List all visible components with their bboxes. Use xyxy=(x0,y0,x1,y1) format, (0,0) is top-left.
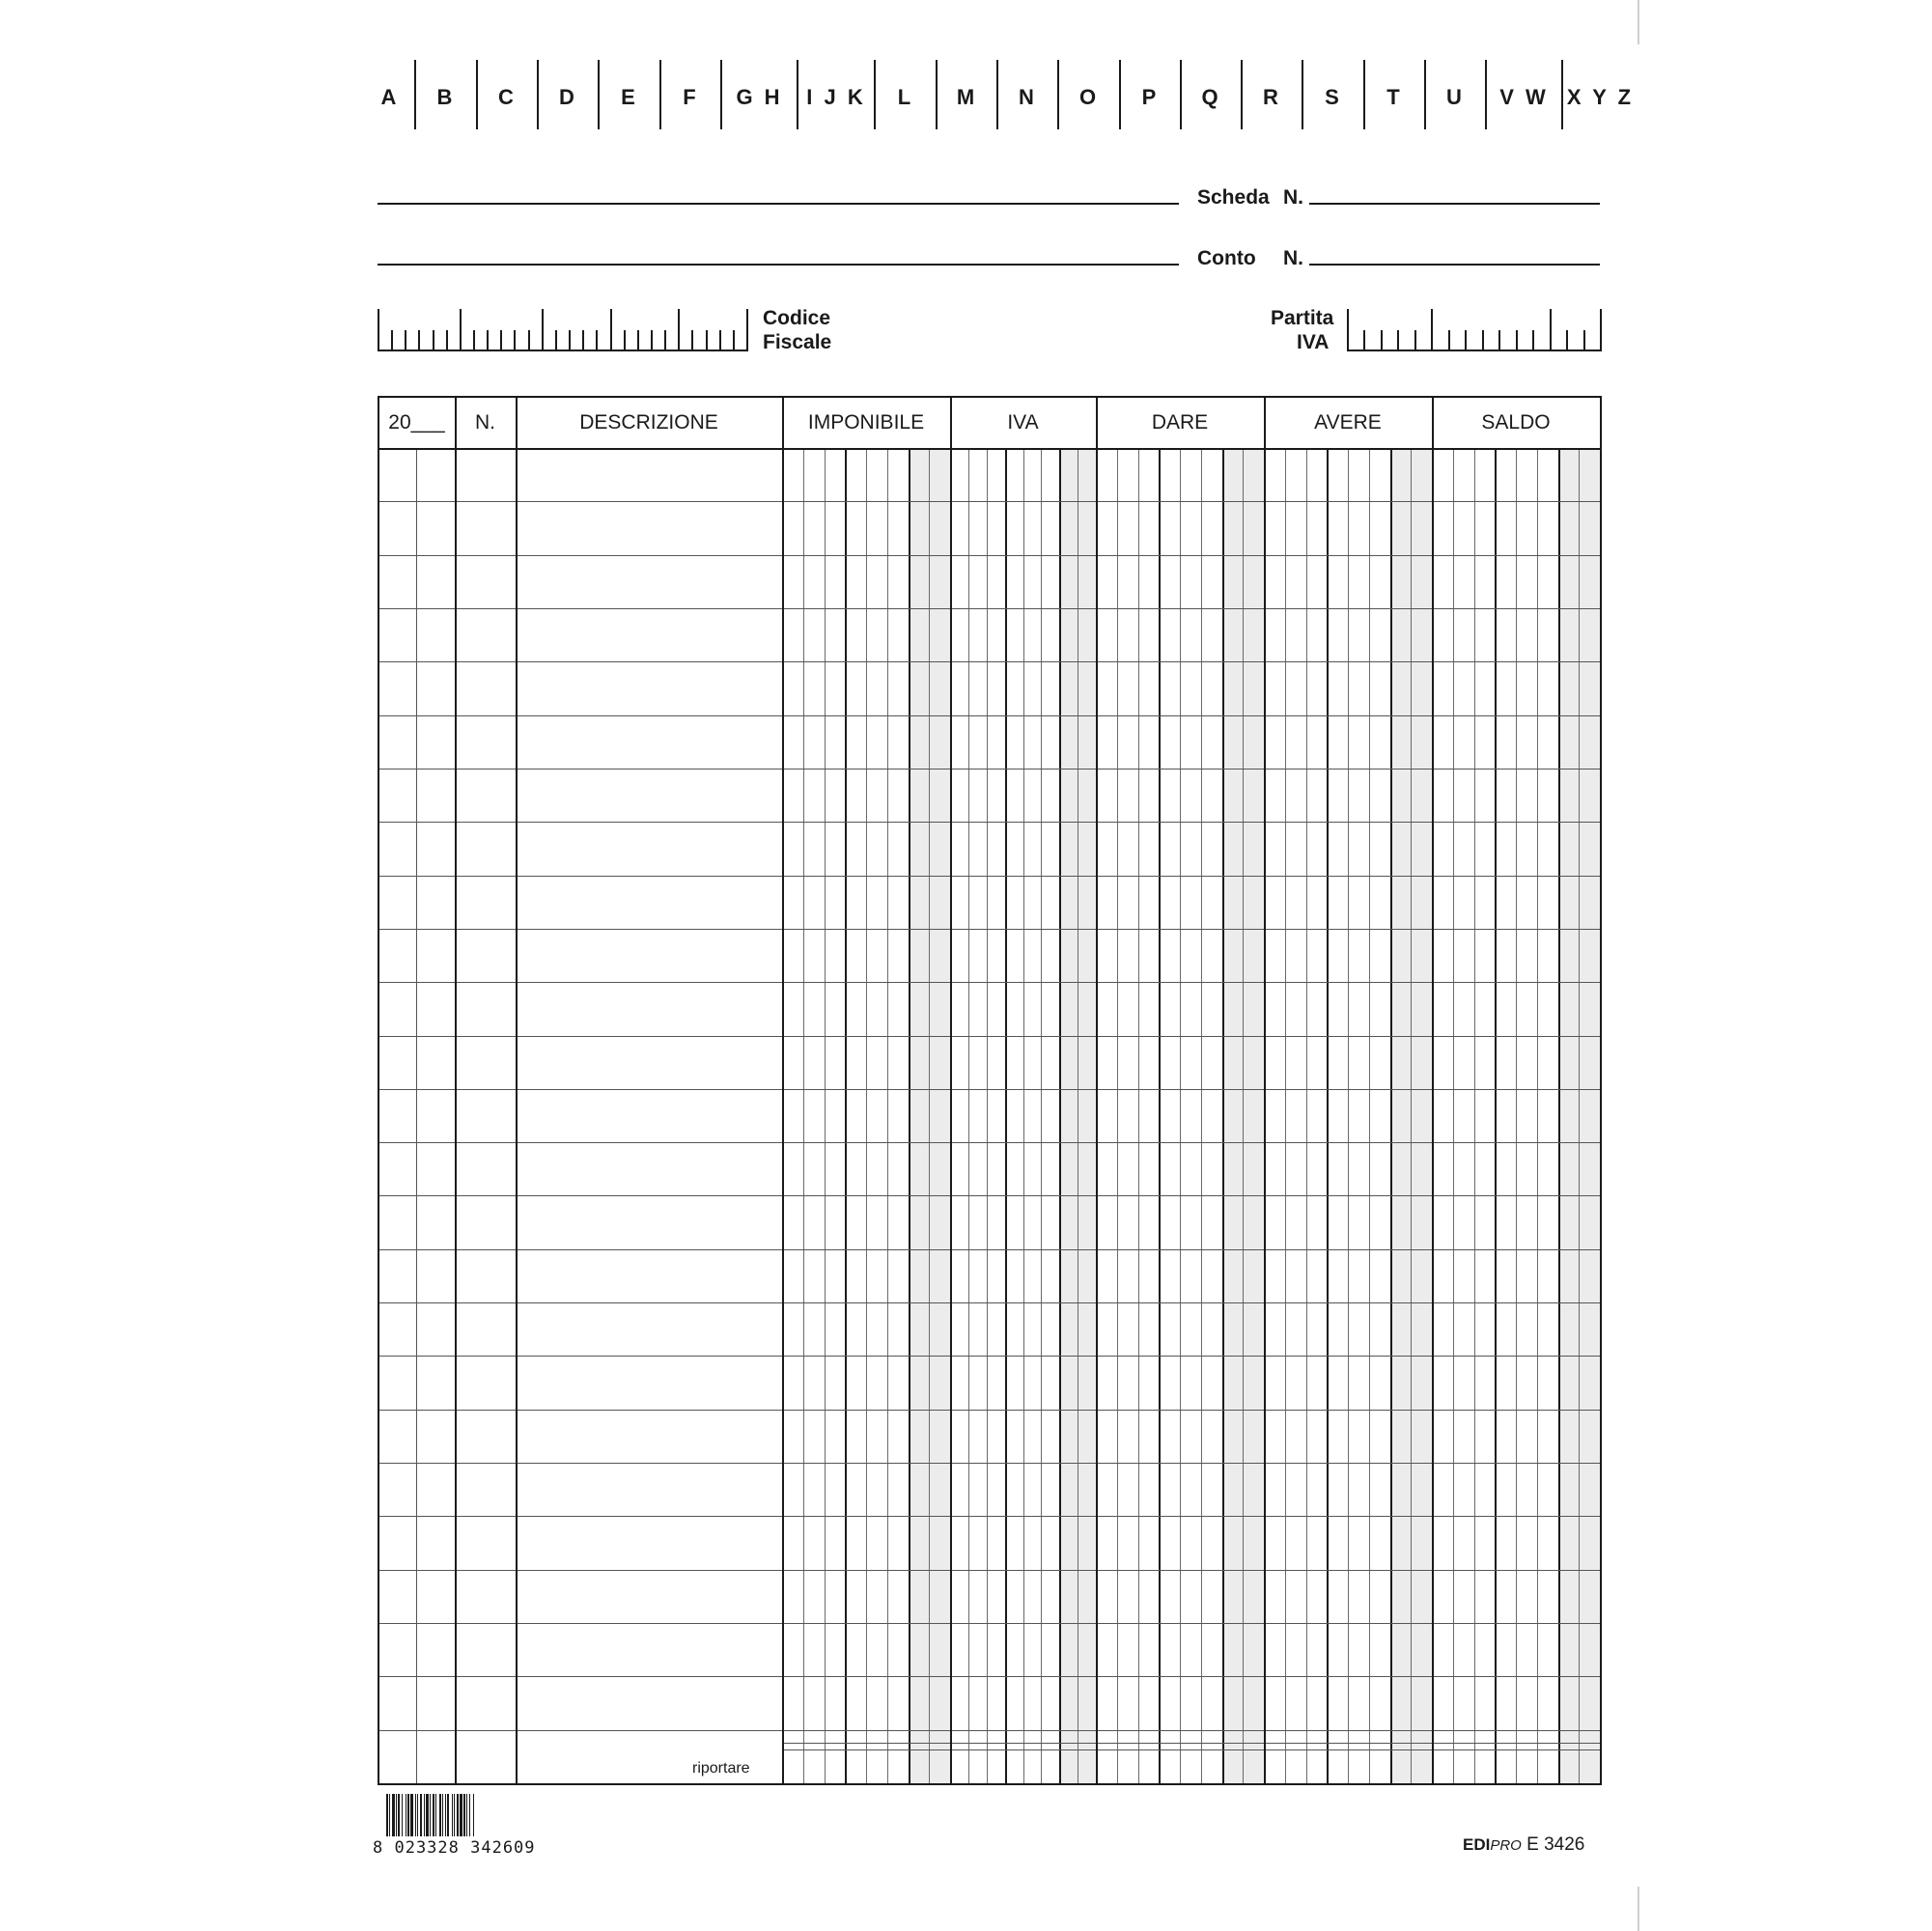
barcode-bar xyxy=(466,1794,467,1836)
table-border-top xyxy=(378,396,1602,398)
alphabet-tab-c[interactable]: C xyxy=(498,85,517,109)
alphabet-tab-t[interactable]: T xyxy=(1386,85,1403,109)
barcode-bar xyxy=(415,1794,416,1836)
barcode-bar xyxy=(420,1794,422,1836)
table-row-line xyxy=(378,929,1600,930)
conto-n-label: N. xyxy=(1283,247,1303,269)
barcode-bar xyxy=(410,1794,413,1836)
barcode-bar xyxy=(398,1794,400,1836)
alphabet-tab-f[interactable]: F xyxy=(683,85,699,109)
digit-separator xyxy=(887,448,888,1783)
digit-separator xyxy=(987,448,988,1783)
year-day-separator xyxy=(416,448,417,1783)
column-header-number: N. xyxy=(475,411,495,434)
digit-separator xyxy=(1159,448,1161,1783)
digit-separator xyxy=(909,448,910,1783)
digit-separator xyxy=(1306,448,1307,1783)
digit-separator xyxy=(929,448,930,1783)
column-border xyxy=(516,396,518,1783)
table-row-line xyxy=(378,822,1600,823)
alphabet-tab-n[interactable]: N xyxy=(1019,85,1037,109)
column-border xyxy=(782,396,784,1783)
codice-fiscale-label-line1: Codice xyxy=(763,307,831,329)
table-row-line xyxy=(378,1142,1600,1143)
column-border xyxy=(1096,396,1098,1783)
barcode-bar xyxy=(454,1794,455,1836)
brand-pro: PRO xyxy=(1490,1837,1522,1854)
barcode-bar xyxy=(386,1794,388,1836)
alphabet-tab-ijk[interactable]: I J K xyxy=(806,85,866,109)
barcode-bar xyxy=(402,1794,403,1836)
column-header-dare: DARE xyxy=(1151,411,1209,434)
alphabet-tab-gh[interactable]: G H xyxy=(736,85,783,109)
digit-separator xyxy=(1453,448,1454,1783)
brand-logo xyxy=(1463,1834,1584,1856)
table-row-line xyxy=(378,1463,1600,1464)
barcode xyxy=(386,1794,523,1836)
barcode-bar xyxy=(417,1794,418,1836)
table-row-line xyxy=(378,1302,1600,1303)
barcode-bar xyxy=(460,1794,462,1836)
barcode-bar xyxy=(407,1794,409,1836)
digit-separator xyxy=(845,448,847,1783)
column-header-saldo: SALDO xyxy=(1481,411,1551,434)
table-row-line xyxy=(378,1089,1600,1090)
column-border xyxy=(455,396,457,1783)
product-code: E 3426 xyxy=(1526,1834,1585,1855)
alphabet-tab-xyz[interactable]: X Y Z xyxy=(1566,85,1635,109)
digit-separator xyxy=(1041,448,1042,1783)
barcode-bar xyxy=(469,1794,470,1836)
column-header-iva: IVA xyxy=(1007,411,1039,434)
column-header-year: 20___ xyxy=(388,411,445,434)
barcode-bar xyxy=(426,1794,429,1836)
table-row-line xyxy=(378,1676,1600,1677)
alphabet-tab-d[interactable]: D xyxy=(559,85,577,109)
barcode-bar xyxy=(473,1794,474,1836)
alphabet-tab-vw[interactable]: V W xyxy=(1499,85,1549,109)
codice-fiscale-label-line2: Fiscale xyxy=(763,331,832,353)
table-row-line xyxy=(378,1410,1600,1411)
table-border-bottom xyxy=(378,1783,1602,1785)
digit-separator xyxy=(1369,448,1370,1783)
table-border-left xyxy=(378,396,379,1785)
table-row-line xyxy=(378,1570,1600,1571)
digit-separator xyxy=(1285,448,1286,1783)
digit-separator xyxy=(1558,448,1560,1783)
digit-separator xyxy=(1579,448,1580,1783)
table-border-right xyxy=(1600,396,1602,1785)
table-row-line xyxy=(378,1730,1600,1731)
alphabet-tab-e[interactable]: E xyxy=(621,85,638,109)
column-header-description: DESCRIZIONE xyxy=(579,411,718,434)
digit-separator xyxy=(1117,448,1118,1783)
partita-iva-label-line1: Partita xyxy=(1271,307,1334,329)
table-row-line xyxy=(378,1195,1600,1196)
barcode-bar xyxy=(392,1794,395,1836)
total-strip-line xyxy=(782,1743,1600,1744)
barcode-bar xyxy=(447,1794,449,1836)
table-row-line xyxy=(378,1249,1600,1250)
table-header-rule xyxy=(378,448,1602,450)
alphabet-tab-p[interactable]: P xyxy=(1141,85,1160,109)
digit-separator xyxy=(1495,448,1497,1783)
column-border xyxy=(1264,396,1266,1783)
column-border xyxy=(1432,396,1434,1783)
digit-separator xyxy=(1474,448,1475,1783)
scheda-label: Scheda xyxy=(1197,186,1270,209)
digit-separator xyxy=(1348,448,1349,1783)
table-row-line xyxy=(378,1516,1600,1517)
barcode-bar xyxy=(452,1794,453,1836)
partita-iva-label-line2: IVA xyxy=(1297,331,1330,353)
digit-separator xyxy=(1327,448,1329,1783)
digit-separator xyxy=(1411,448,1412,1783)
barcode-bar xyxy=(433,1794,434,1836)
digit-separator xyxy=(1059,448,1061,1783)
digit-separator xyxy=(1138,448,1139,1783)
digit-separator xyxy=(1243,448,1244,1783)
barcode-number: 8 023328 342609 xyxy=(373,1838,536,1858)
table-row-line xyxy=(378,982,1600,983)
barcode-bar xyxy=(445,1794,446,1836)
alphabet-tab-l[interactable]: L xyxy=(897,85,914,109)
barcode-bar xyxy=(457,1794,459,1836)
table-row-line xyxy=(378,769,1600,770)
barcode-bar xyxy=(463,1794,465,1836)
conto-label: Conto xyxy=(1197,247,1256,269)
digit-separator xyxy=(1023,448,1024,1783)
digit-separator xyxy=(1537,448,1538,1783)
table-row-line xyxy=(378,501,1600,502)
alphabet-tab-o[interactable]: O xyxy=(1078,85,1100,109)
table-row-line xyxy=(378,608,1600,609)
alphabet-tab-b[interactable]: B xyxy=(436,85,456,109)
digit-separator xyxy=(1516,448,1517,1783)
digit-separator xyxy=(825,448,826,1783)
barcode-bar xyxy=(396,1794,397,1836)
column-header-avere: AVERE xyxy=(1314,411,1382,434)
table-row-line xyxy=(378,876,1600,877)
alphabet-tab-r[interactable]: R xyxy=(1263,85,1281,109)
column-header-imponibile: IMPONIBILE xyxy=(807,411,925,434)
table-row-line xyxy=(378,555,1600,556)
table-row-line xyxy=(378,1036,1600,1037)
carry-forward-label: riportare xyxy=(692,1760,750,1777)
table-row-line xyxy=(378,1623,1600,1624)
barcode-bar xyxy=(439,1794,441,1836)
digit-separator xyxy=(1390,448,1392,1783)
barcode-bar xyxy=(435,1794,436,1836)
digit-separator xyxy=(968,448,969,1783)
alphabet-tab-s[interactable]: S xyxy=(1325,85,1342,109)
scheda-n-label: N. xyxy=(1283,186,1303,209)
alphabet-tab-q[interactable]: Q xyxy=(1201,85,1221,109)
digit-separator xyxy=(1201,448,1202,1783)
total-strip-line xyxy=(782,1749,1600,1750)
brand-edi: EDI xyxy=(1463,1835,1491,1854)
digit-separator xyxy=(1005,448,1007,1783)
digit-separator xyxy=(1180,448,1181,1783)
alphabet-tab-m[interactable]: M xyxy=(956,85,978,109)
table-row-line xyxy=(378,715,1600,716)
digit-separator xyxy=(1222,448,1224,1783)
alphabet-tab-a[interactable]: A xyxy=(380,85,400,109)
alphabet-tab-u[interactable]: U xyxy=(1446,85,1465,109)
column-border xyxy=(950,396,952,1783)
digit-separator xyxy=(866,448,867,1783)
digit-separator xyxy=(803,448,804,1783)
table-row-line xyxy=(378,1356,1600,1357)
barcode-bar xyxy=(389,1794,390,1836)
barcode-bar xyxy=(424,1794,425,1836)
barcode-bar xyxy=(442,1794,443,1836)
table-row-line xyxy=(378,661,1600,662)
barcode-bar xyxy=(430,1794,431,1836)
